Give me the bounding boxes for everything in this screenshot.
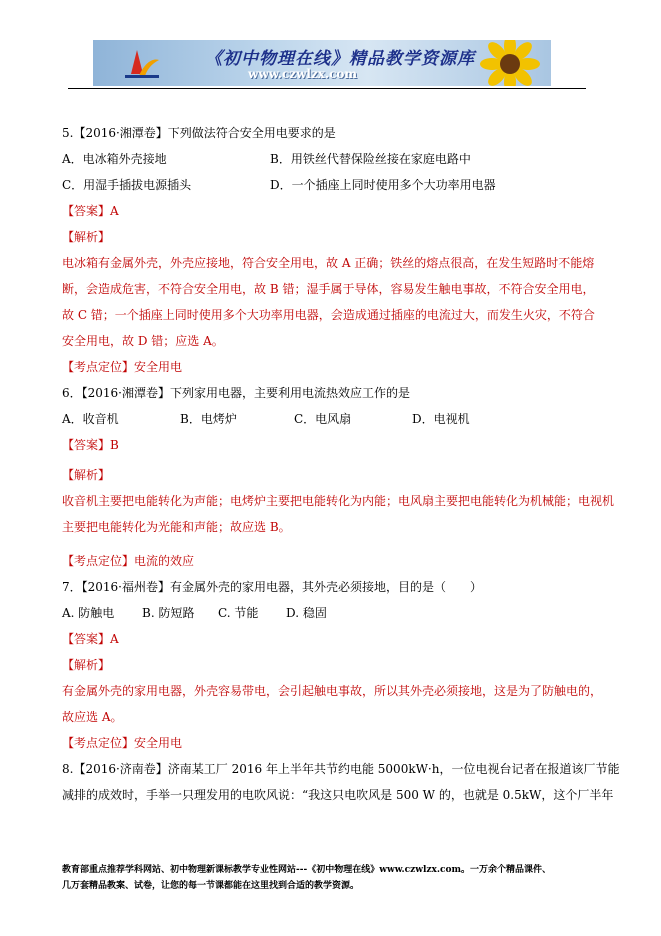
question-5-stem: 5.【2016·湘潭卷】下列做法符合安全用电要求的是	[62, 126, 336, 140]
question-5-options-row2	[62, 172, 602, 198]
question-5-analysis-line: 断，会造成危害，不符合安全用电，故 B 错；湿手属于导体，容易发生触电事故，不符合安全用电，	[62, 282, 595, 296]
option-a: A．收音机	[62, 412, 119, 426]
question-5-analysis-label: 【解析】	[62, 230, 111, 244]
question-8-stem-line: 减排的成效时，手举一只理发用的电吹风说：“我这只电吹风是 500 W 的，也就是 0.5kW，这个厂半年	[62, 788, 614, 802]
question-5-analysis-line: 电冰箱有金属外壳，外壳应接地，符合安全用电，故 A 正确；铁丝的熔点很高，在发生短路时不能熔	[62, 256, 595, 270]
question-7-answer: 【答案】A	[62, 632, 119, 646]
logo-icon	[121, 44, 161, 82]
question-7-stem: 7．【2016·福州卷】有金属外壳的家用电器，其外壳必须接地，目的是（ ）	[62, 580, 482, 594]
question-7-analysis-line: 有金属外壳的家用电器，外壳容易带电，会引起触电事故，所以其外壳必须接地，这是为了防触电的，	[62, 684, 603, 698]
header-rule	[68, 88, 586, 89]
question-8-stem-line: 8.【2016·济南卷】济南某工厂 2016 年上半年共节约电能 5000kW·h，一位电视台记者在报道该厂节能	[62, 762, 620, 776]
banner-url: www.czwlzx.com	[248, 67, 358, 81]
document-body	[62, 120, 620, 808]
option-d: D．电视机	[412, 412, 470, 426]
question-5-answer: 【答案】A	[62, 204, 119, 218]
question-6-point: 【考点定位】电流的效应	[62, 554, 195, 568]
question-5-analysis-line: 故 C 错；一个插座上同时使用多个大功率用电器，会造成通过插座的电流过大，而发生火灾，不符合	[62, 308, 595, 322]
option-c: C．电风扇	[294, 412, 352, 426]
question-5-point: 【考点定位】安全用电	[62, 360, 183, 374]
question-6-analysis-label: 【解析】	[62, 468, 111, 482]
question-7-analysis-line: 故应选 A。	[62, 710, 123, 724]
question-7-analysis-label: 【解析】	[62, 658, 111, 672]
question-7-options	[62, 600, 602, 626]
question-5-options-row1	[62, 146, 602, 172]
option-c: C．用湿手插拔电源插头	[62, 178, 192, 192]
question-7-point: 【考点定位】安全用电	[62, 736, 183, 750]
footer-line: 教育部重点推荐学科网站、初中物理新课标教学专业性网站---《初中物理在线》www.czwlzx.com。一万余个精品课件、	[62, 865, 552, 875]
option-d: D. 稳固	[286, 606, 327, 620]
option-c: C. 节能	[218, 606, 259, 620]
page-footer	[62, 862, 602, 894]
sunflower-icon	[475, 40, 545, 86]
banner-title: 《初中物理在线》精品教学资源库	[205, 49, 475, 69]
header-banner	[93, 40, 551, 86]
question-5-analysis-line: 安全用电，故 D 错；应选 A。	[62, 334, 224, 348]
question-6-analysis-line: 收音机主要把电能转化为声能；电烤炉主要把电能转化为内能；电风扇主要把电能转化为机械能；电视机	[62, 494, 615, 508]
option-a: A．电冰箱外壳接地	[62, 152, 167, 166]
option-a: A. 防触电	[62, 606, 115, 620]
question-6-options	[62, 406, 602, 432]
question-6-answer: 【答案】B	[62, 438, 119, 452]
option-b: B．电烤炉	[180, 412, 237, 426]
footer-line: 几万套精品教案、试卷，让您的每一节课都能在这里找到合适的教学资源。	[62, 881, 360, 891]
option-b: B. 防短路	[142, 606, 195, 620]
question-6-analysis-line: 主要把电能转化为光能和声能；故应选 B。	[62, 520, 291, 534]
question-6-stem: 6．【2016·湘潭卷】下列家用电器，主要利用电流热效应工作的是	[62, 386, 410, 400]
option-b: B．用铁丝代替保险丝接在家庭电路中	[270, 152, 471, 166]
option-d: D．一个插座上同时使用多个大功率用电器	[270, 178, 496, 192]
